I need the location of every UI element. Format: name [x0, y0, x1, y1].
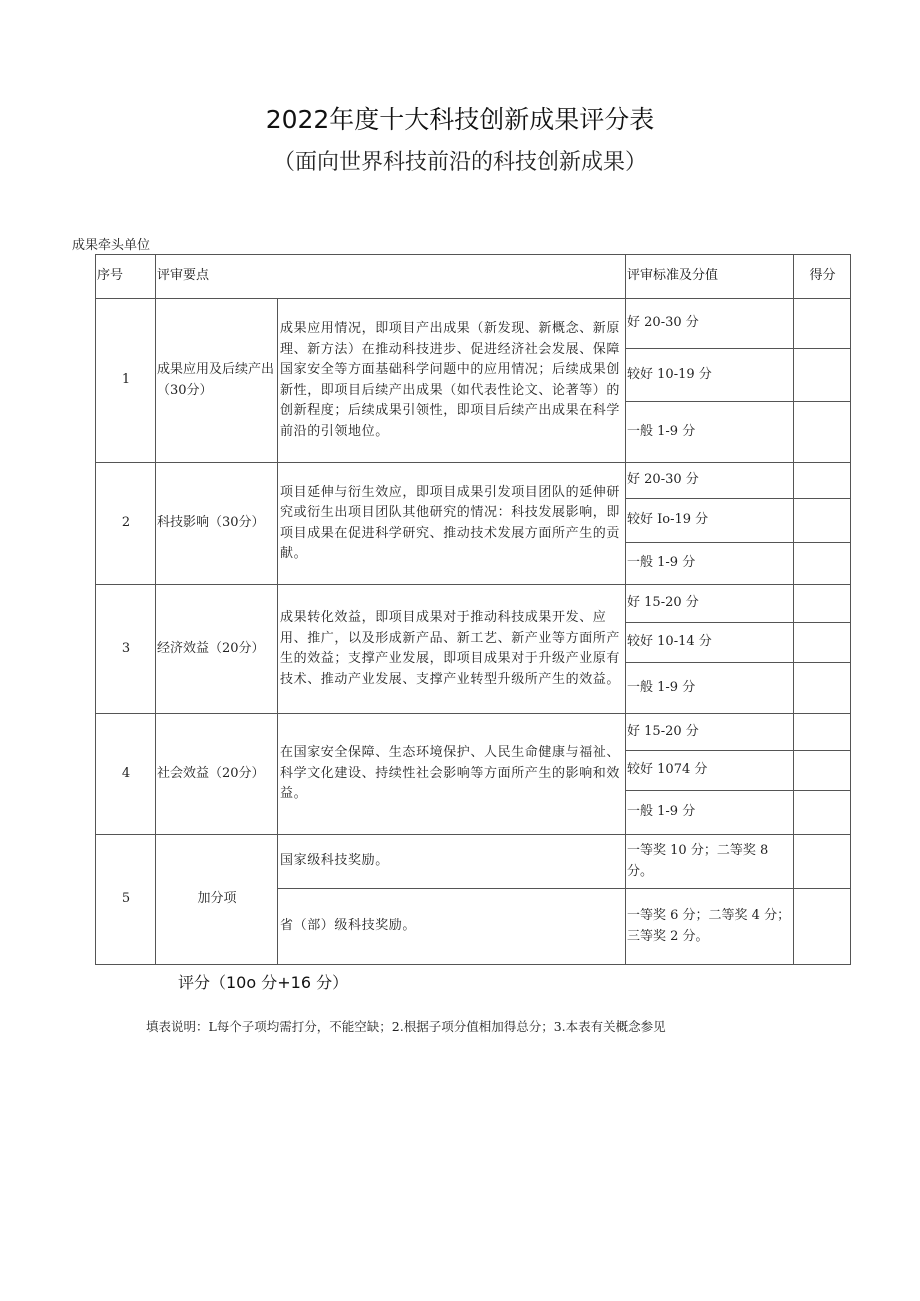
table-header-row	[96, 255, 851, 299]
criteria-good: 好 15-20 分	[626, 585, 794, 623]
table-row	[96, 714, 851, 751]
table-row	[96, 835, 851, 889]
score-input[interactable]	[794, 499, 851, 543]
item-number: 4	[96, 714, 156, 835]
total-score-label: 评分（10o 分+16 分）	[178, 973, 349, 992]
item-number: 3	[96, 585, 156, 714]
score-input[interactable]	[794, 889, 851, 965]
criteria-fair: 较好 10-19 分	[626, 349, 794, 402]
item-description: 成果应用情况，即项目产出成果（新发现、新概念、新原理、新方法）在推动科技进步、促进经济社会发展、保障国家安全等方面基础科学问题中的应用情况；后续成果创新性，即项目后续产出成果（如代表性论文、论著等）的创新程度；后续成果引领性，即项目后续产出成果在科学前沿的引领地位。	[278, 299, 626, 463]
item-name: 科技影响（30分）	[156, 463, 278, 585]
score-input[interactable]	[794, 402, 851, 463]
score-input[interactable]	[794, 299, 851, 349]
criteria-good: 好 15-20 分	[626, 714, 794, 751]
score-input[interactable]	[794, 623, 851, 663]
col-header-item: 评审要点	[156, 255, 626, 299]
score-table	[95, 254, 851, 965]
score-input[interactable]	[794, 751, 851, 791]
criteria-good: 好 20-30 分	[626, 299, 794, 349]
bonus-description: 国家级科技奖励。	[278, 835, 626, 889]
score-input[interactable]	[794, 349, 851, 402]
bonus-criteria: 一等奖 6 分；二等奖 4 分；三等奖 2 分。	[626, 889, 794, 965]
bonus-criteria: 一等奖 10 分；二等奖 8 分。	[626, 835, 794, 889]
table-row	[96, 585, 851, 623]
table-row	[96, 299, 851, 349]
criteria-good: 好 20-30 分	[626, 463, 794, 499]
bonus-description: 省（部）级科技奖励。	[278, 889, 626, 965]
criteria-average: 一般 1-9 分	[626, 791, 794, 835]
criteria-average: 一般 1-9 分	[626, 402, 794, 463]
score-input[interactable]	[794, 543, 851, 585]
item-description: 成果转化效益，即项目成果对于推动科技成果开发、应用、推广，以及形成新产品、新工艺、新产业等方面所产生的效益；支撑产业发展，即项目成果对于升级产业原有技术、推动产业发展、支撑产业转型升级所产生的效益。	[278, 585, 626, 714]
table-row	[96, 463, 851, 499]
col-header-no: 序号	[96, 255, 156, 299]
item-name: 经济效益（20分）	[156, 585, 278, 714]
col-header-score: 得分	[794, 255, 851, 299]
criteria-fair: 较好 1074 分	[626, 751, 794, 791]
criteria-fair: 较好 Io-19 分	[626, 499, 794, 543]
item-description: 在国家安全保障、生态环境保护、人民生命健康与福祉、科学文化建设、持续性社会影响等方面所产生的影响和效益。	[278, 714, 626, 835]
criteria-average: 一般 1-9 分	[626, 663, 794, 714]
score-input[interactable]	[794, 585, 851, 623]
score-input[interactable]	[794, 835, 851, 889]
criteria-average: 一般 1-9 分	[626, 543, 794, 585]
item-name: 加分项	[156, 835, 278, 965]
col-header-criteria: 评审标准及分值	[626, 255, 794, 299]
criteria-fair: 较好 10-14 分	[626, 623, 794, 663]
score-input[interactable]	[794, 791, 851, 835]
page-subtitle: （面向世界科技前沿的科技创新成果）	[272, 150, 647, 175]
item-name: 成果应用及后续产出（30分）	[156, 299, 278, 463]
item-description: 项目延伸与衍生效应，即项目成果引发项目团队的延伸研究或衍生出项目团队其他研究的情况：科技发展影响，即项目成果在促进科学研究、推动技术发展方面所产生的贡献。	[278, 463, 626, 585]
lead-unit-label: 成果牵头单位	[72, 238, 151, 253]
item-number: 5	[96, 835, 156, 965]
item-name: 社会效益（20分）	[156, 714, 278, 835]
score-input[interactable]	[794, 663, 851, 714]
item-number: 2	[96, 463, 156, 585]
page-title: 2022年度十大科技创新成果评分表	[265, 105, 655, 134]
score-input[interactable]	[794, 463, 851, 499]
fill-instructions: 填表说明：L每个子项均需打分，不能空缺；2.根据子项分值相加得总分；3.本表有关概念参见	[146, 1019, 666, 1034]
score-input[interactable]	[794, 714, 851, 751]
item-number: 1	[96, 299, 156, 463]
